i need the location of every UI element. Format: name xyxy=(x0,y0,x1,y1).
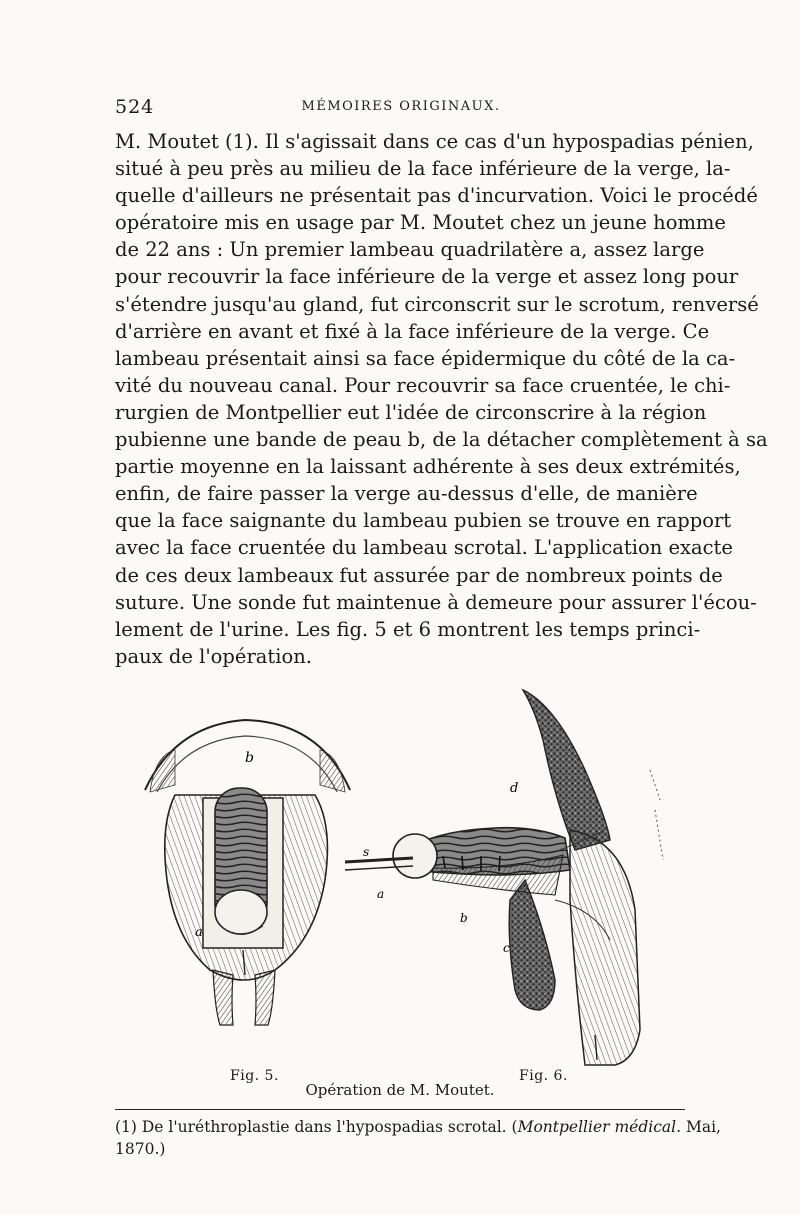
text-line: que la face saignante du lambeau pubien se trouve en rapport xyxy=(115,509,732,533)
text-line: suture. Une sonde fut maintenue à demeure pour assurer l'écou- xyxy=(115,590,757,614)
body-text xyxy=(115,128,768,670)
footnote-line xyxy=(115,1116,721,1138)
text-line: lambeau présentait ainsi sa face épidermique du côté de la ca- xyxy=(115,346,736,370)
text-line: partie moyenne en la laissant adhérente à ses deux extrémités, xyxy=(115,455,741,479)
text-line: vité du nouveau canal. Pour recouvrir sa face cruentée, le chi- xyxy=(115,373,731,397)
fig6-letter-c: c xyxy=(503,941,510,955)
fig5-letter-b: b xyxy=(245,750,254,766)
fig6-letter-d: d xyxy=(510,781,519,796)
text-line: de ces deux lambeaux fut assurée par de nombreux points de xyxy=(115,563,723,587)
fig6-letter-b: b xyxy=(460,911,468,925)
fig6-letter-a: a xyxy=(377,887,385,901)
engraving-illustrations xyxy=(115,680,685,1080)
fig6-letter-s: s xyxy=(363,845,370,859)
text-line: s'étendre jusqu'au gland, fut circonscrit sur le scrotum, renversé xyxy=(115,292,759,316)
text-line: opératoire mis en usage par M. Moutet chez un jeune homme xyxy=(115,211,726,235)
footnote-suffix: . Mai, xyxy=(676,1118,721,1136)
text-line: enfin, de faire passer la verge au-dessus d'elle, de manière xyxy=(115,482,698,506)
text-line: paux de l'opération. xyxy=(115,644,312,668)
text-line: situé à peu près au milieu de la face inférieure de la verge, la- xyxy=(115,157,731,181)
figure-5-label: Fig. 5. xyxy=(230,1068,279,1084)
running-head xyxy=(115,96,687,120)
text-line: quelle d'ailleurs ne présentait pas d'incurvation. Voici le procédé xyxy=(115,184,758,208)
text-line: M. Moutet (1). Il s'agissait dans ce cas d'un hypospadias pénien, xyxy=(115,130,754,153)
running-title: MÉMOIRES ORIGINAUX. xyxy=(301,99,501,114)
footnote-journal: Montpellier médical xyxy=(517,1118,677,1136)
text-line: pubienne une bande de peau b, de la détacher complètement à sa xyxy=(115,428,768,452)
figure-caption: Opération de M. Moutet. xyxy=(305,1081,495,1099)
footnote-prefix: (1) De l'uréthroplastie dans l'hypospadias scrotal. ( xyxy=(115,1118,518,1136)
footnote xyxy=(115,1116,721,1160)
text-line: avec la face cruentée du lambeau scrotal. L'application exacte xyxy=(115,536,733,560)
figures-block xyxy=(115,680,685,1084)
figure-6-drawing xyxy=(345,690,663,1065)
figure-6-label: Fig. 6. xyxy=(519,1068,568,1084)
text-line: rurgien de Montpellier eut l'idée de circonscrire à la région xyxy=(115,400,707,424)
footnote-year: 1870.) xyxy=(115,1140,166,1158)
footnote-rule xyxy=(115,1109,685,1110)
page-number: 524 xyxy=(115,96,155,118)
text-line: de 22 ans : Un premier lambeau quadrilatère a, assez large xyxy=(115,238,705,262)
text-line: pour recouvrir la face inférieure de la verge et assez long pour xyxy=(115,265,739,289)
text-line: lement de l'urine. Les fig. 5 et 6 montrent les temps princi- xyxy=(115,617,701,641)
fig5-letter-a: a xyxy=(195,925,203,940)
text-line: d'arrière en avant et fixé à la face inférieure de la verge. Ce xyxy=(115,319,710,343)
